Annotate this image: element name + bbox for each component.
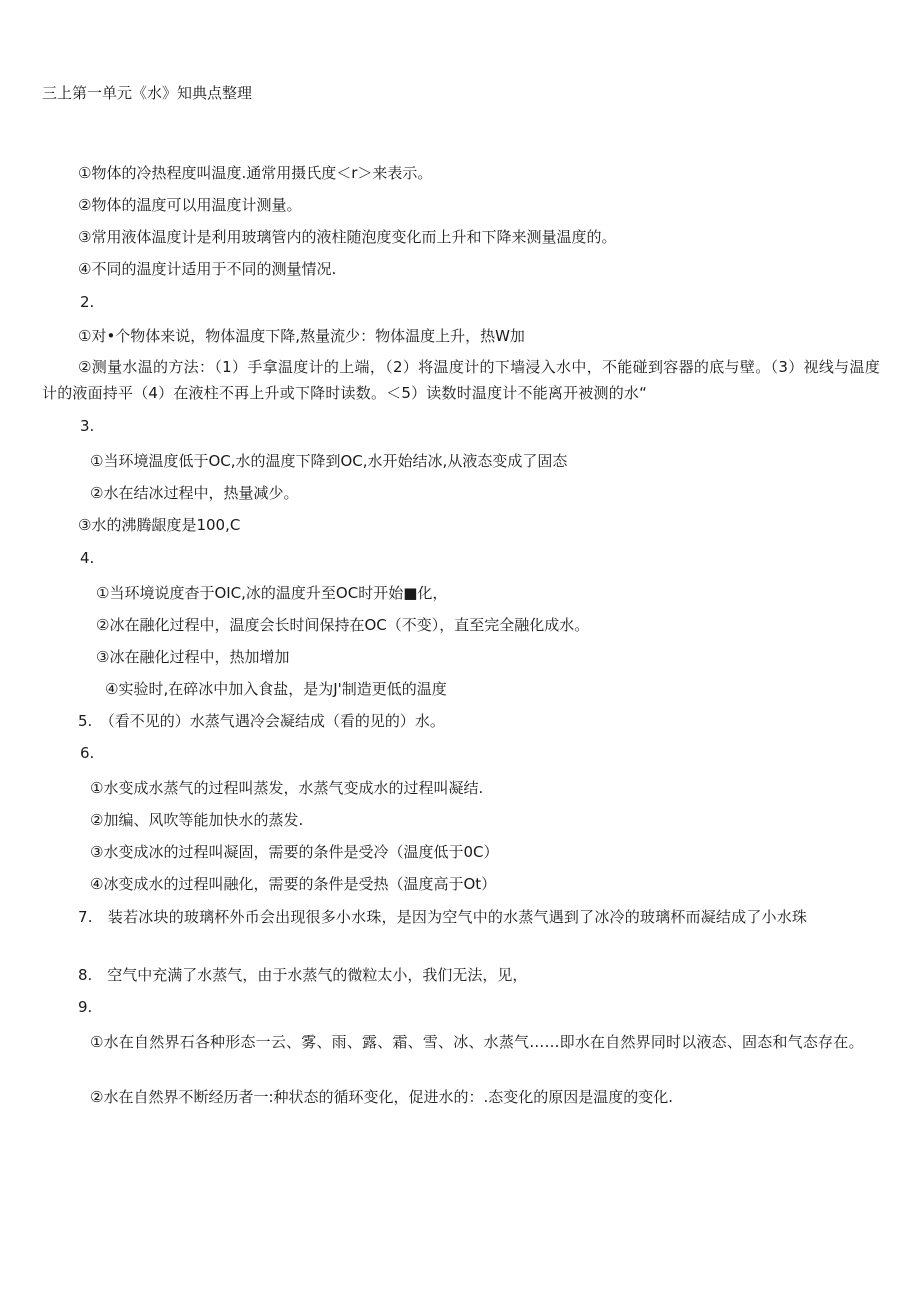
text-line: ②冰在融化过程中，温度会长时间保持在OC（不变），直至完全融化成水。 (96, 616, 590, 634)
text-line: ④实验时,在碎冰中加入食盐，是为J'制造更低的温度 (105, 680, 447, 698)
section-number: 2. (80, 293, 95, 311)
text-line: ④冰变成水的过程叫融化，需要的条件是受热（温度高于Ot） (90, 875, 497, 893)
text-line: ③水变成冰的过程叫凝固，需要的条件是受冷（温度低于0C） (90, 843, 499, 861)
text-line: 8. 空气中充满了水蒸气，由于水蒸气的微粒太小，我们无法，见， (78, 966, 528, 984)
text-line: ③冰在融化过程中，热加增加 (96, 648, 290, 666)
text-paragraph: ②测量水温的方法：（1）手拿温度计的上端，（2）将温度计的下墙浸入水中，不能碰到容器的底与壁。（3）视线与温度计的液面持平（4）在液柱不再上升或下降时读数。＜5）读数时温度计不能离开被测的水“ (42, 358, 880, 402)
text-line: 5. （看不见的）水蒸气遇冷会凝结成（看的见的）水。 (78, 712, 445, 730)
text-paragraph: 7. 装若冰块的玻璃杯外币会出现很多小水珠，是因为空气中的水蒸气遇到了冰冷的玻璃杯而凝结成了小水珠 (78, 908, 808, 926)
text-line: ①当环境温度低于OC,水的温度下降到OC,水开始结冰,从液态变成了固态 (90, 452, 568, 470)
text-line: ②物体的温度可以用温度计测量。 (78, 196, 302, 214)
text-line: ①水变成水蒸气的过程叫蒸发，水蒸气变成水的过程叫凝结. (90, 779, 484, 797)
text-line: ②加编、风吹等能加快水的蒸发. (90, 811, 304, 829)
text-line: ①对•个物体来说，物体温度下降,熬量流少：物体温度上升，热W加 (78, 327, 525, 345)
text-line: ③水的沸腾龈度是100,C (78, 516, 241, 534)
section-number: 4. (80, 549, 95, 567)
section-number: 9. (78, 998, 93, 1016)
text-line: ④不同的温度计适用于不同的测量情况. (78, 260, 337, 278)
section-number: 3. (80, 417, 95, 435)
text-line: ②水在自然界不断经历者一:种状态的循环变化，促进水的：.态变化的原因是温度的变化. (90, 1088, 674, 1106)
document-title: 三上第一单元《水》知典点整理 (42, 84, 253, 102)
text-paragraph: ①水在自然界石各种形态一云、雾、雨、露、霜、雪、冰、水蒸气……即水在自然界同时以液态、固态和气态存在。 (90, 1033, 864, 1051)
text-line: ①物体的冷热程度叫温度.通常用摄氏度＜r＞来表示。 (78, 164, 433, 182)
text-line: ③常用液体温度计是利用玻璃管内的液柱随泡度变化而上升和下降来测量温度的。 (78, 228, 617, 246)
text-line: ②水在结冰过程中，热量减少。 (90, 484, 299, 502)
text-line: ①当环境说度杳于OIC,冰的温度升至OC时开始■化， (96, 584, 448, 602)
section-number: 6. (80, 744, 95, 762)
